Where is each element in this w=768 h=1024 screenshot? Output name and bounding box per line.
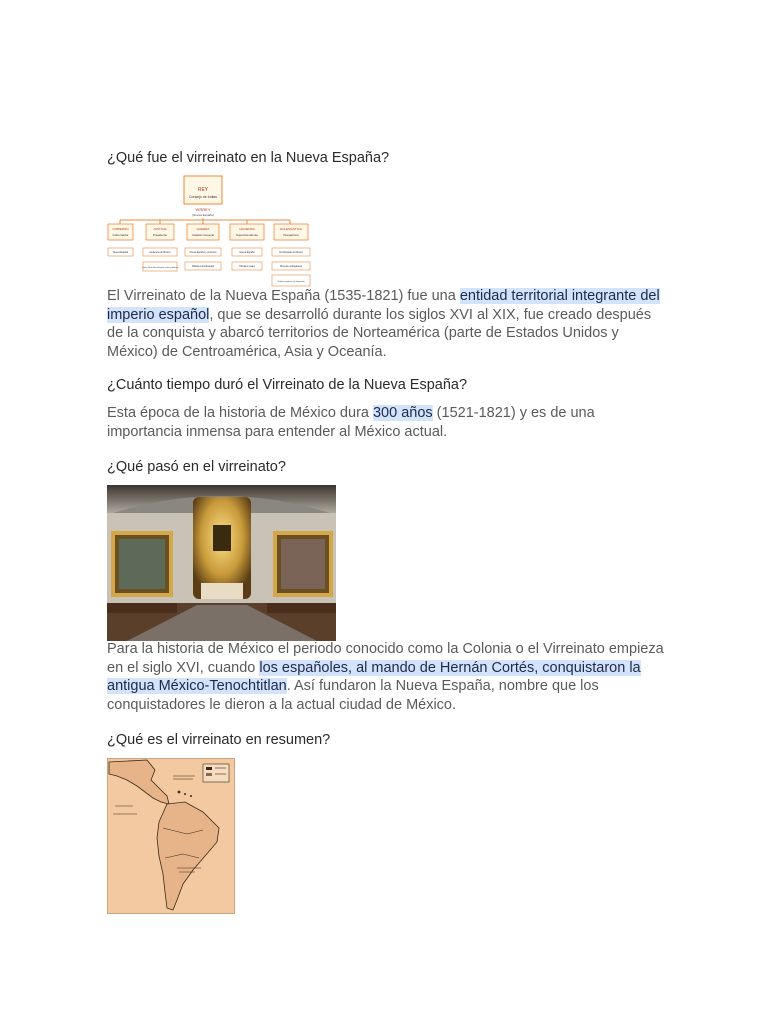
- chapel-interior-graphic: [107, 485, 336, 641]
- org-leaf: [108, 248, 133, 256]
- map-image: [107, 758, 235, 914]
- svg-text:Nueva España: Nueva España: [239, 252, 255, 254]
- svg-text:Oficiales reales: Oficiales reales: [239, 266, 255, 268]
- svg-text:Gobernador: Gobernador: [112, 233, 129, 237]
- svg-text:Diócesis sufragáneas: Diócesis sufragáneas: [280, 266, 302, 268]
- highlighted-text: 300 años: [372, 405, 433, 421]
- svg-text:Nueva España y provincia: Nueva España y provincia: [189, 252, 217, 254]
- americas-map-graphic: [107, 758, 235, 914]
- org-middle-sublabel: (Nueva España): [192, 213, 214, 217]
- svg-text:GOBIERNO: GOBIERNO: [112, 227, 129, 231]
- question-heading: ¿Qué pasó en el virreinato?: [107, 459, 286, 475]
- svg-text:Nueva España: Nueva España: [112, 252, 129, 254]
- org-branch: [230, 224, 264, 240]
- chapel-photo: [107, 485, 336, 641]
- svg-text:JUSTICIA: JUSTICIA: [153, 227, 167, 231]
- svg-text:Vicepatrono: Vicepatrono: [283, 233, 299, 237]
- svg-text:Superintendente: Superintendente: [235, 233, 259, 237]
- svg-text:Presidente: Presidente: [152, 233, 168, 237]
- highlighted-text: entidad territorial integrante del imperio español: [107, 288, 660, 323]
- question-heading: ¿Qué es el virreinato en resumen?: [107, 732, 331, 748]
- org-leaf: [185, 248, 221, 270]
- svg-text:ECLESIÁSTICA: ECLESIÁSTICA: [280, 227, 302, 231]
- highlighted-text: los españoles, al mando de Hernán Cortés, conquistaron la antigua México-Tenochtitlan: [107, 659, 641, 694]
- org-chart-image: [107, 174, 313, 288]
- org-top-label: REY: [197, 187, 209, 193]
- org-middle-label: VIRREY: [195, 207, 211, 212]
- svg-text:GUERRA: GUERRA: [196, 227, 210, 231]
- org-leaf: [142, 248, 178, 271]
- svg-text:Órdenes regulares y la Inquisi: Órdenes regulares y la Inquisición: [277, 281, 305, 283]
- question-heading: ¿Qué fue el virreinato en la Nueva España?: [107, 150, 390, 166]
- org-branch: [108, 224, 133, 240]
- svg-text:Audiencia de México: Audiencia de México: [149, 252, 171, 254]
- org-branch: [146, 224, 174, 240]
- paragraph: Para la historia de México el periodo conocido como la Colonia o el Virreinato empieza en el siglo XVI, cuando los españoles, al mando de Hernán Cortés, conquistaron la antigua México-Tenochtitlan. Así fundaron la Nueva España, nombre que los conquistadores le dieron a la actual ciudad de México.: [107, 641, 664, 713]
- svg-text:HACIENDA: HACIENDA: [239, 227, 255, 231]
- org-leaf: [232, 248, 262, 270]
- question-heading: ¿Cuánto tiempo duró el Virreinato de la Nueva España?: [107, 377, 468, 393]
- svg-text:Juntas Jdo de Nueva España ciu: Juntas Jdo de Nueva España ciudad y gobierno: [142, 267, 178, 269]
- svg-text:Milicias subordinadas: Milicias subordinadas: [192, 266, 214, 268]
- org-chart-graphic: [107, 174, 313, 288]
- org-branch: [187, 224, 219, 240]
- paragraph: El Virreinato de la Nueva España (1535-1821) fue una entidad territorial integrante del imperio español, que se desarrolló durante los siglos XVI al XIX, fue creado después de la conquista y abarcó territorios de Norteamérica (parte de Estados Unidos y México) de Centroamérica, Asia y Oceanía.: [107, 288, 660, 360]
- svg-text:Capitán General: Capitán General: [192, 233, 214, 237]
- svg-text:Arzobispado de México: Arzobispado de México: [279, 252, 303, 254]
- org-leaf: [272, 248, 310, 286]
- paragraph: Esta época de la historia de México dura 300 años (1521-1821) y es de una importancia inmensa para entender al México actual.: [107, 405, 595, 440]
- org-top-sublabel: Consejo de Indias: [188, 195, 218, 199]
- org-branch: [274, 224, 308, 240]
